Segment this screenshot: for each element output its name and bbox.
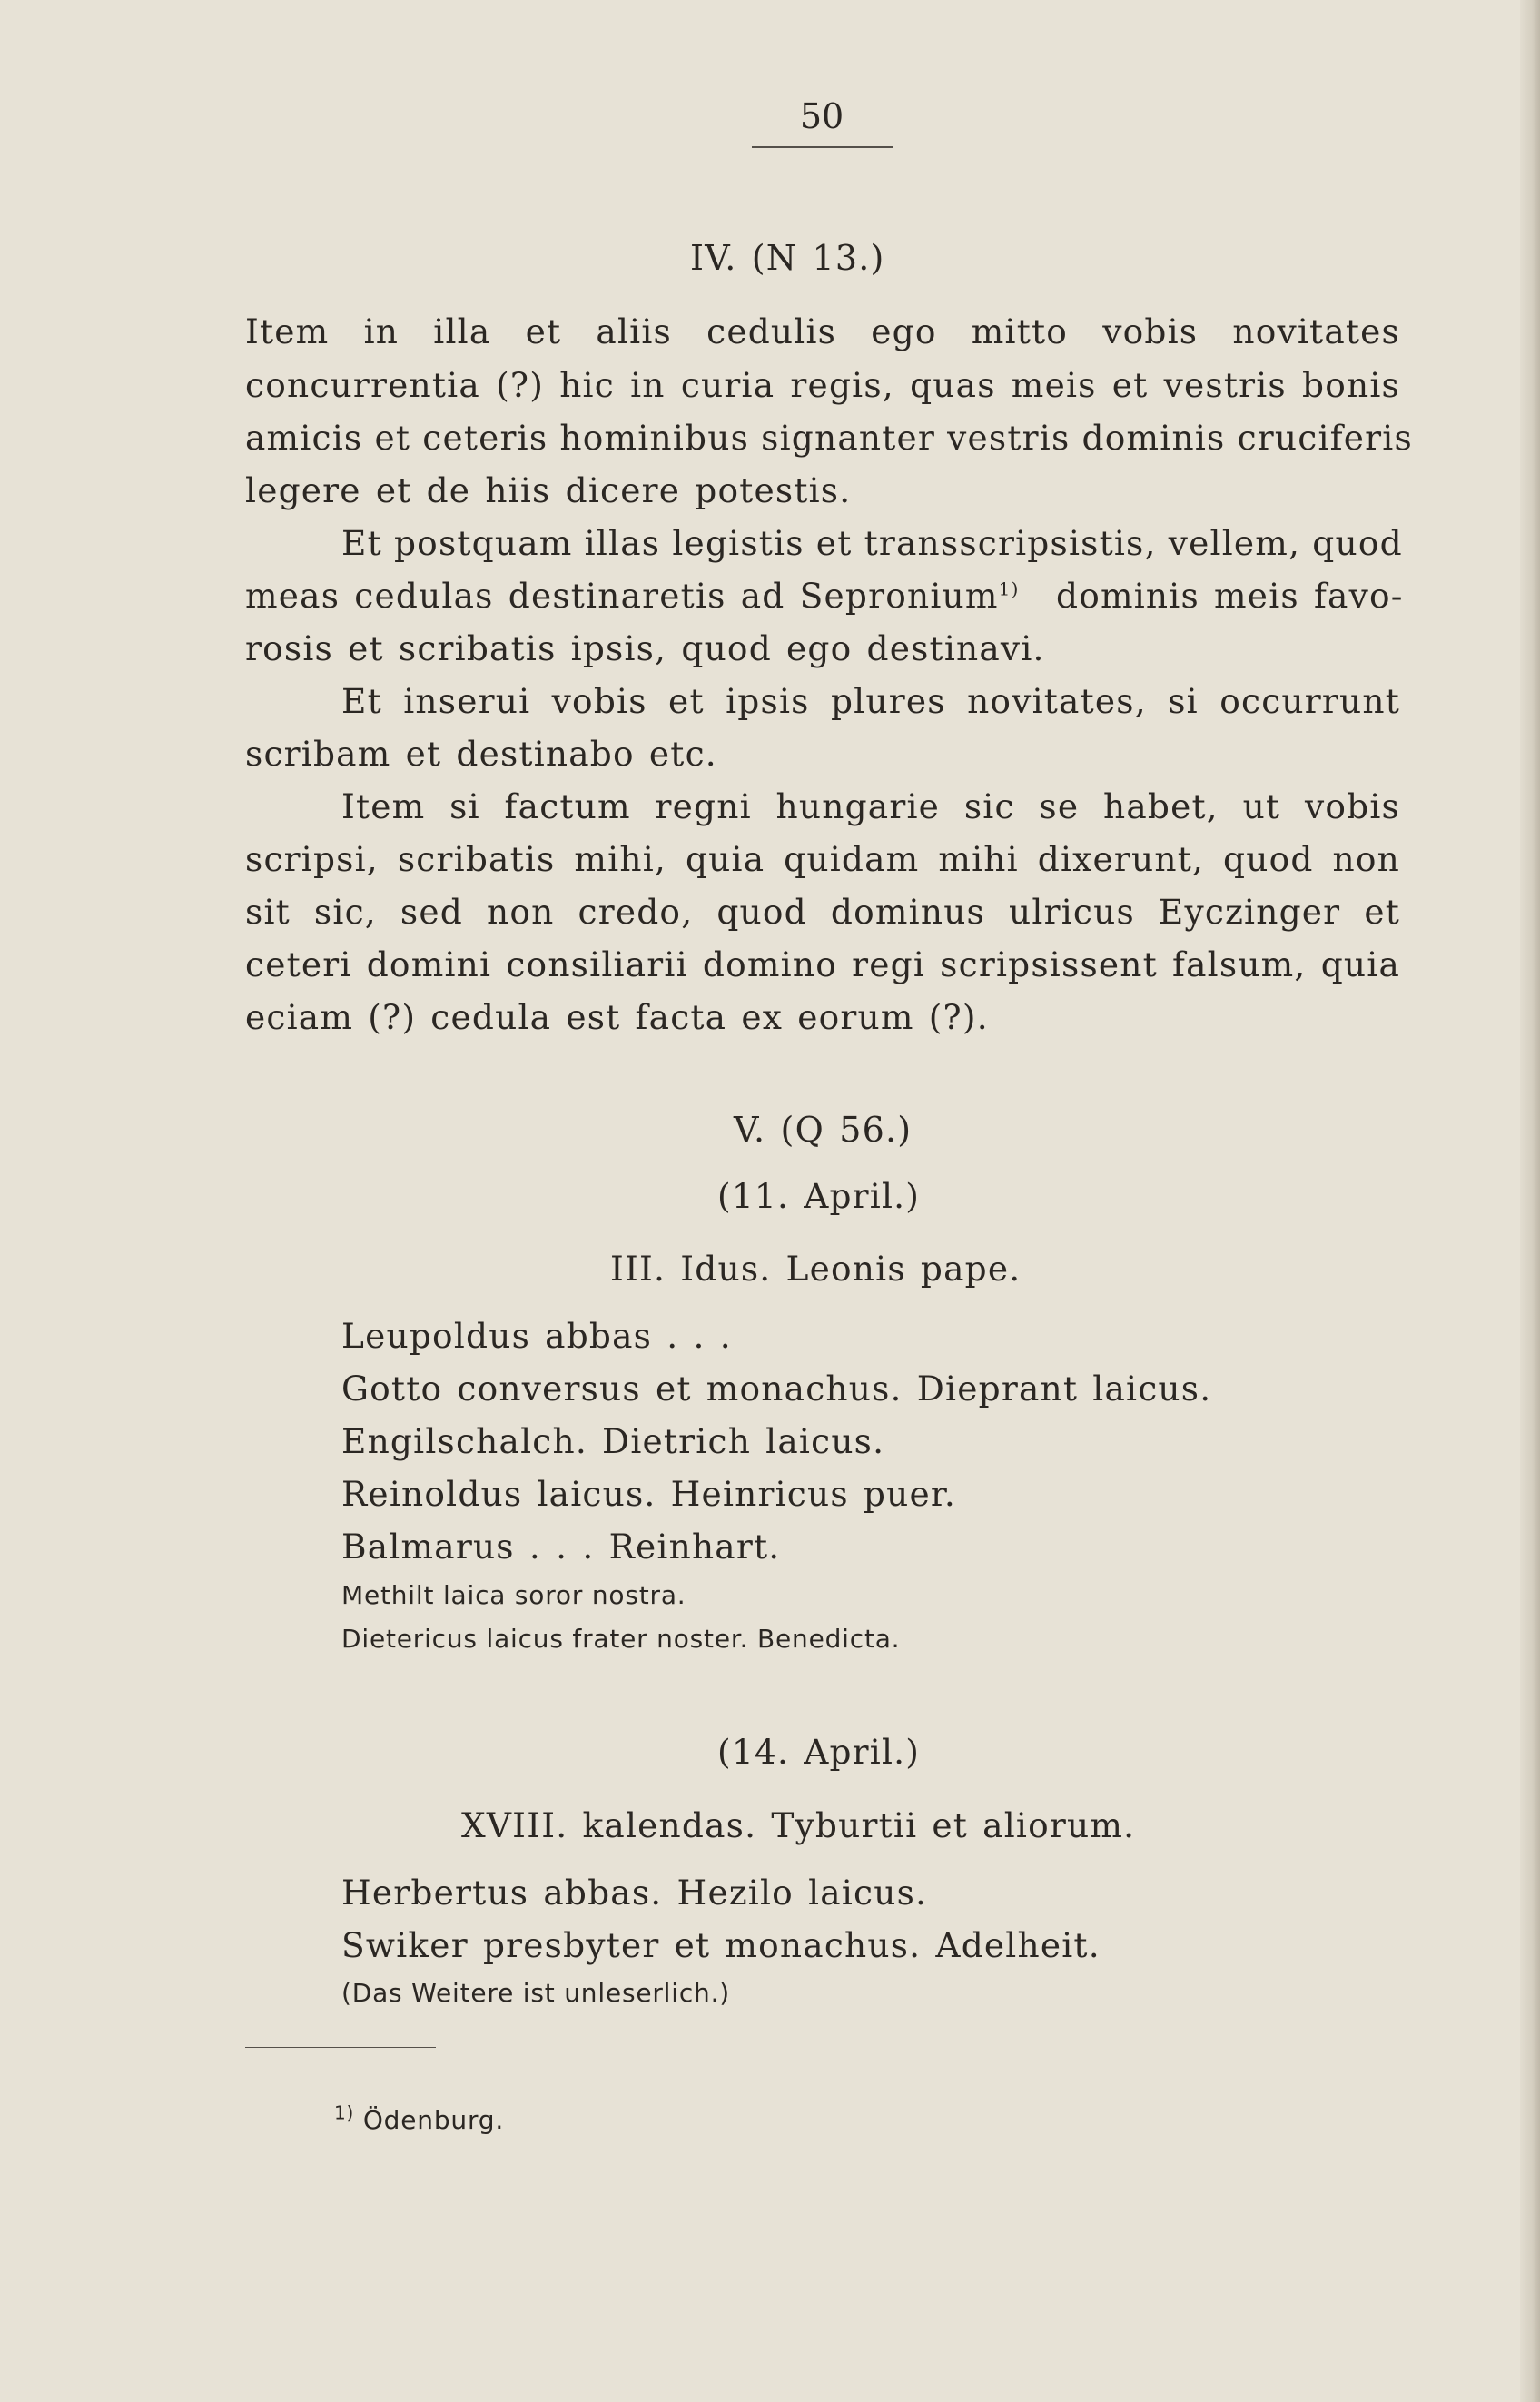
text-line: Et postquam illas legistis et transscripsistis, vellem, quod [341,523,1403,563]
entry-line: Engilschalch. Dietrich laicus. [341,1421,885,1461]
section-heading-iv: IV. (N 13.) [690,238,885,278]
text-line: Item si factum regni hungarie sic se habet, ut vobis [341,786,1400,826]
entry-line: Gotto conversus et monachus. Dieprant laicus. [341,1369,1212,1409]
text-line: eciam (?) cedula est facta ex eorum (?). [245,997,989,1037]
footnote-rule [245,2047,436,2048]
text-line: ceteri domini consiliarii domino regi scripsissent falsum, quia [245,944,1400,984]
editorial-note: (Das Weitere ist unleserlich.) [341,1978,731,2008]
entry-line: Balmarus . . . Reinhart. [341,1527,781,1567]
small-entry-line: Dietericus laicus frater noster. Benedicta. [341,1624,901,1654]
footnote-text: Ödenburg. [362,2105,505,2135]
text-line: legere et de hiis dicere potestis. [245,470,852,510]
footnote-marker: 1) [998,578,1020,600]
date-heading: (14. April.) [717,1732,921,1772]
page-edge [1520,0,1540,2402]
footnote-marker: 1) [334,2101,355,2124]
date-heading: (11. April.) [717,1176,921,1216]
footnote [334,2101,505,2135]
text-line: Item in illa et aliis cedulis ego mitto vobis novitates [245,311,1400,351]
text-line: scripsi, scribatis mihi, quia quidam mihi dixerunt, quod non [245,839,1400,879]
text-line: scribam et destinabo etc. [245,734,717,774]
section-heading-v: V. (Q 56.) [734,1110,913,1150]
small-entry-line: Methilt laica soror nostra. [341,1580,686,1610]
text-line: sit sic, sed non credo, quod dominus ulricus Eyczinger et [245,892,1400,932]
feast-line: III. Idus. Leonis pape. [610,1249,1022,1289]
entry-line: Swiker presbyter et monachus. Adelheit. [341,1925,1101,1965]
feast-line: XVIII. kalendas. Tyburtii et aliorum. [461,1805,1136,1845]
page-number: 50 [799,96,844,136]
text-line: amicis et ceteris hominibus signanter vestris dominis cruciferis [245,418,1413,458]
text-line: Et inserui vobis et ipsis plures novitates, si occurrunt [341,681,1400,721]
entry-line: Herbertus abbas. Hezilo laicus. [341,1873,928,1913]
text-line: rosis et scribatis ipsis, quod ego destinavi. [245,628,1045,668]
text-line: meas cedulas destinaretis ad Sepronium$^{1)}$ [245,576,1020,616]
text-line: dominis meis favo- [1056,576,1404,616]
page-number-rule [752,146,893,148]
entry-line: Leupoldus abbas . . . [341,1316,732,1356]
entry-line: Reinoldus laicus. Heinricus puer. [341,1474,956,1514]
text-line: concurrentia (?) hic in curia regis, quas meis et vestris bonis [245,365,1400,405]
